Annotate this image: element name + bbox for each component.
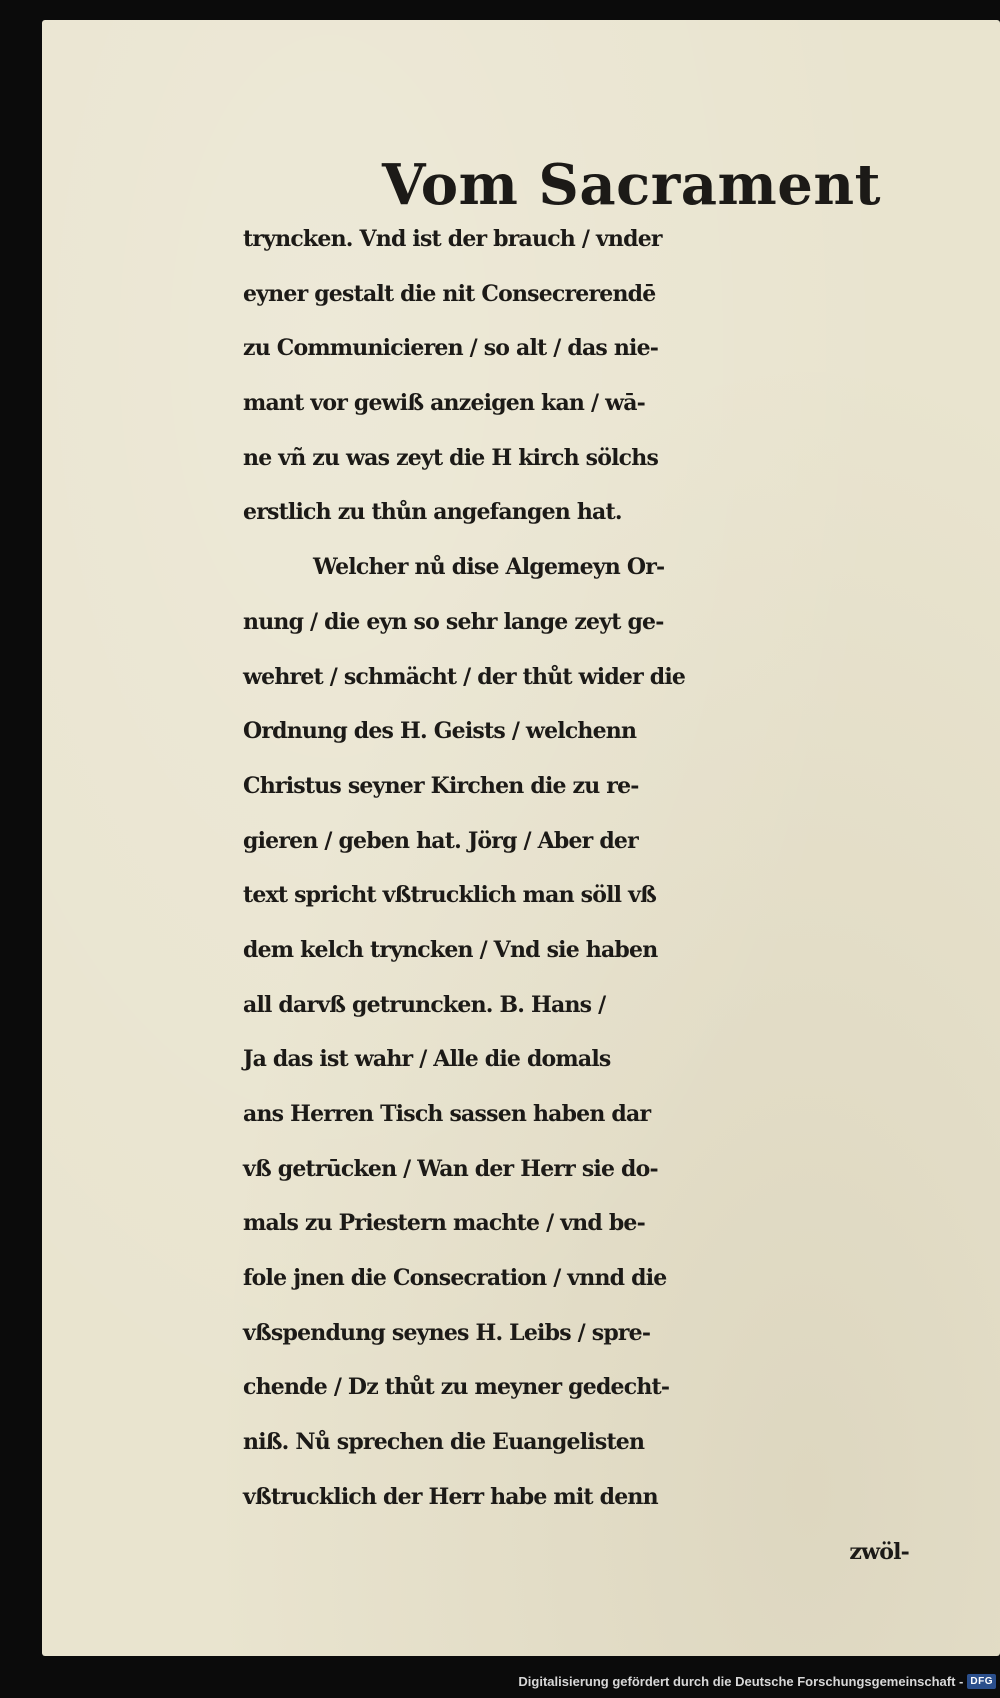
text-line: erstlich zu thůn angefangen hat. [243, 499, 622, 526]
text-line: Christus seyner Kirchen die zu re- [243, 772, 639, 799]
text-line: Ordnung des H. Geists / welchenn [243, 718, 637, 745]
text-line: gieren / geben hat. Jörg / Aber der [243, 827, 638, 854]
text-line: wehret / schmächt / der thůt wider die [243, 663, 686, 690]
text-line: vßtrucklich der Herr habe mit denn [243, 1483, 658, 1510]
body-text [243, 212, 965, 1579]
credit-text: Digitalisierung gefördert durch die Deutsche Forschungsgemeinschaft - [518, 1673, 964, 1689]
running-head: Vom Sacrament [382, 152, 881, 218]
text-line: chende / Dz thůt zu meyner gedecht- [243, 1374, 670, 1401]
text-line: dem kelch tryncken / Vnd sie haben [243, 936, 658, 963]
text-line: zu Communicieren / so alt / das nie- [243, 335, 659, 362]
catchword: zwöl- [849, 1538, 909, 1565]
text-line: mant vor gewiß anzeigen kan / wā- [243, 390, 646, 417]
text-line: fole jnen die Consecration / vnnd die [243, 1265, 667, 1292]
text-line: text spricht vßtrucklich man söll vß [243, 882, 656, 909]
text-line: eyner gestalt die nit Consecrerendē [243, 280, 656, 307]
text-line: Welcher nů dise Algemeyn Or- [313, 554, 665, 581]
text-line: vß getrūcken / Wan der Herr sie do- [243, 1155, 658, 1182]
text-line: tryncken. Vnd ist der brauch / vnder [243, 226, 662, 252]
text-line: all darvß getruncken. B. Hans / [243, 991, 606, 1018]
text-line: nung / die eyn so sehr lange zeyt ge- [243, 608, 664, 635]
text-line: mals zu Priestern machte / vnd be- [243, 1210, 645, 1237]
text-line: niß. Nů sprechen die Euangelisten [243, 1429, 645, 1456]
text-line: vßspendung seynes H. Leibs / spre- [243, 1319, 651, 1346]
text-line: ans Herren Tisch sassen haben dar [243, 1101, 651, 1127]
dfg-logo: DFG [967, 1674, 996, 1689]
text-line: ne vñ zu was zeyt die H kirch sölchs [243, 444, 659, 471]
text-line: Ja das ist wahr / Alle die domals [243, 1046, 611, 1073]
digitization-credit [0, 1668, 1000, 1694]
